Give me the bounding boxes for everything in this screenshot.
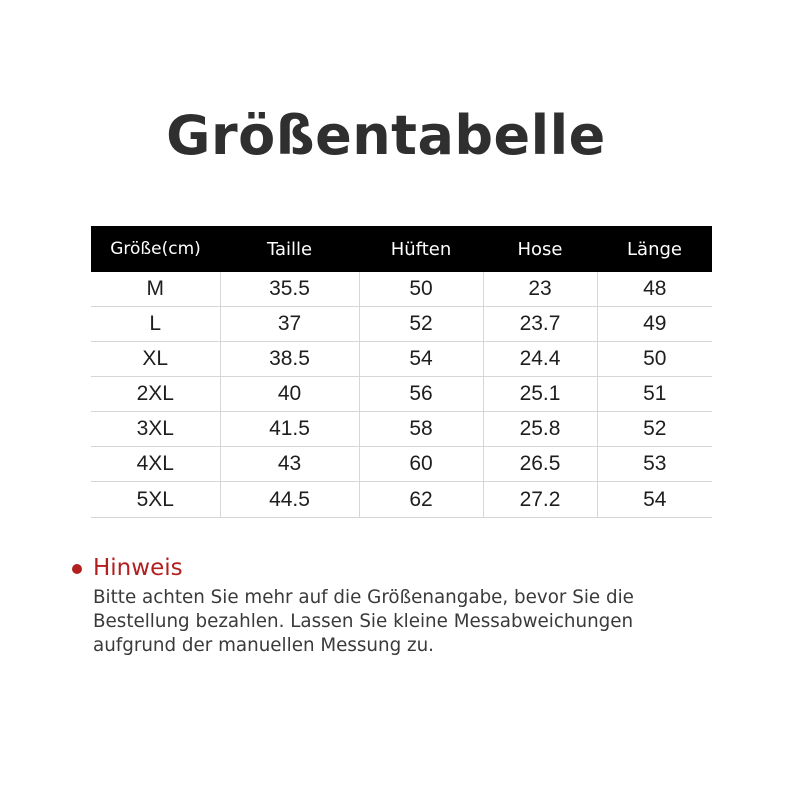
table-cell: 5XL [91, 482, 220, 518]
table-cell: 44.5 [220, 482, 359, 518]
note-section [72, 553, 692, 658]
table-cell: 52 [597, 412, 712, 447]
table-cell: 40 [220, 377, 359, 412]
page-title: Größentabelle [166, 104, 606, 167]
table-cell: 52 [359, 307, 483, 342]
table-cell: 56 [359, 377, 483, 412]
table-cell: 60 [359, 447, 483, 482]
table-cell: 3XL [91, 412, 220, 447]
table-cell: 54 [359, 342, 483, 377]
table-cell: 58 [359, 412, 483, 447]
table-cell: 49 [597, 307, 712, 342]
table-cell: 26.5 [483, 447, 597, 482]
table-row [91, 272, 712, 307]
note-line: Bestellung bezahlen. Lassen Sie kleine Messabweichungen [93, 611, 634, 632]
table-cell: 2XL [91, 377, 220, 412]
table-cell: 53 [597, 447, 712, 482]
table-cell: 48 [597, 272, 712, 307]
table-row [91, 447, 712, 482]
table-cell: 41.5 [220, 412, 359, 447]
table-header-row [91, 226, 712, 272]
table-cell: 54 [597, 482, 712, 518]
table-row [91, 342, 712, 377]
table-cell: 27.2 [483, 482, 597, 518]
size-chart-table [91, 226, 712, 518]
column-header-hips: Hüften [359, 226, 483, 272]
column-header-size: Größe(cm) [91, 226, 220, 272]
column-header-pants: Hose [483, 226, 597, 272]
table-row [91, 377, 712, 412]
table-cell: 35.5 [220, 272, 359, 307]
table-cell: 25.1 [483, 377, 597, 412]
bullet-dot-icon [72, 564, 82, 574]
table-cell: 50 [597, 342, 712, 377]
note-line: Bitte achten Sie mehr auf die Größenangabe, bevor Sie die [93, 587, 634, 608]
table-cell: 24.4 [483, 342, 597, 377]
table-cell: L [91, 307, 220, 342]
note-text [93, 586, 693, 658]
column-header-length: Länge [597, 226, 712, 272]
note-header [72, 553, 692, 583]
table-cell: 25.8 [483, 412, 597, 447]
table-cell: XL [91, 342, 220, 377]
table-cell: 23.7 [483, 307, 597, 342]
table-cell: 50 [359, 272, 483, 307]
table-cell: 51 [597, 377, 712, 412]
table-row [91, 412, 712, 447]
table-cell: 23 [483, 272, 597, 307]
table-cell: 43 [220, 447, 359, 482]
table-row [91, 482, 712, 518]
table-row [91, 307, 712, 342]
table-cell: M [91, 272, 220, 307]
table-cell: 62 [359, 482, 483, 518]
note-title: Hinweis [93, 555, 183, 581]
note-line: aufgrund der manuellen Messung zu. [93, 635, 434, 656]
table-cell: 37 [220, 307, 359, 342]
column-header-waist: Taille [220, 226, 359, 272]
table-cell: 4XL [91, 447, 220, 482]
table-cell: 38.5 [220, 342, 359, 377]
